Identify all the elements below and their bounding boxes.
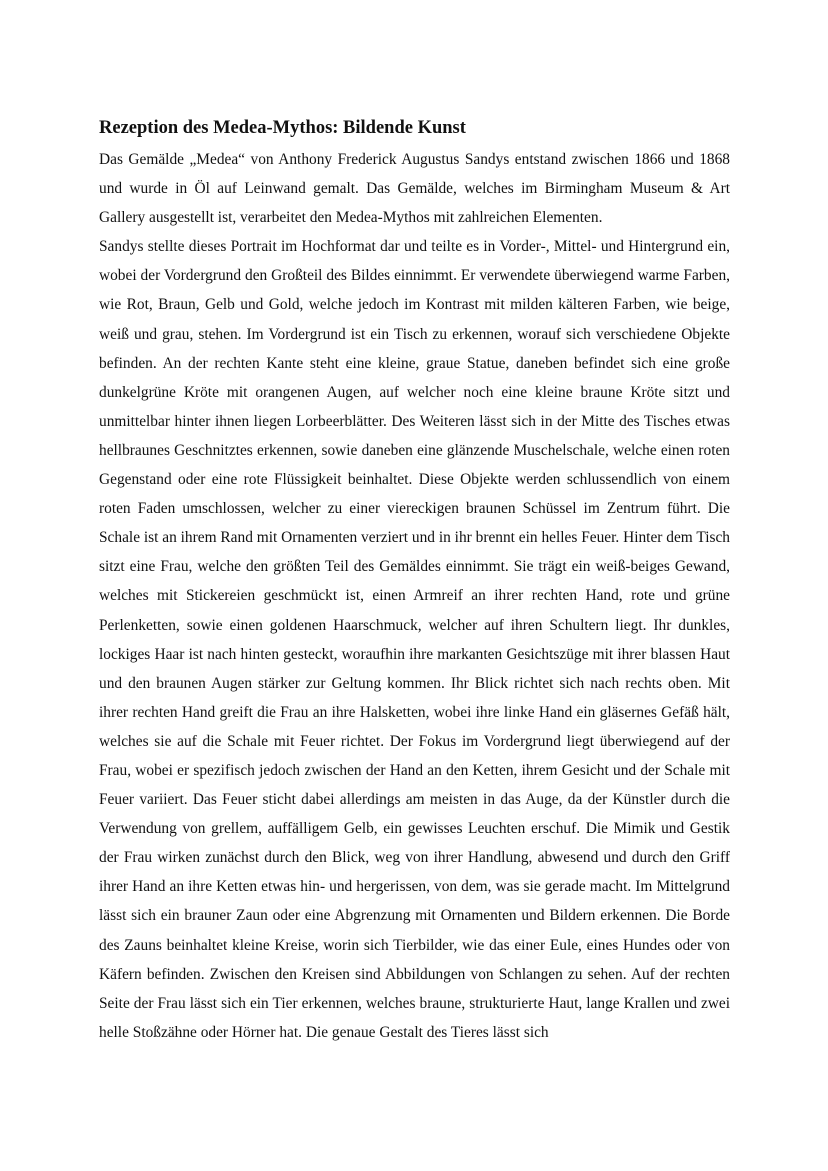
paragraph-intro: Das Gemälde „Medea“ von Anthony Frederick Augustus Sandys entstand zwischen 1866 und 1868 und wurde in Öl auf Leinwand gemalt. Das Gemälde, welches im Birmingham Museum & Art Gallery ausgestellt ist, verarbeitet den Medea-Mythos mit zahlreichen Elementen. [99,151,730,227]
document-title: Rezeption des Medea-Mythos: Bildende Kunst [99,118,466,138]
paragraph-description: Sandys stellte dieses Portrait im Hochformat dar und teilte es in Vorder-, Mittel- und Hintergrund ein, wobei der Vordergrund den Großteil des Bildes einnimmt. Er verwendete überwiegend warme Farben, wie Rot, Braun, Gelb und Gold, welche jedoch im Kontrast mit milden kälteren Farben, wie beige, weiß und grau, stehen. Im Vordergrund ist ein Tisch zu erkennen, worauf sich verschiedene Objekte befinden. An der rechten Kante steht eine kleine, graue Statue, daneben befindet sich eine große dunkelgrüne Kröte mit orangenen Augen, auf welcher noch eine kleine braune Kröte sitzt und unmittelbar hinter ihnen liegen Lorbeerblätter. Des Weiteren lässt sich in der Mitte des Tisches etwas hellbraunes Geschnitztes erkennen, sowie daneben eine glänzende Muschelschale, welche einen roten Gegenstand oder eine rote Flüssigkeit beinhaltet. Diese Objekte werden schlussendlich von einem roten Faden umschlossen, welcher zu einer viereckigen braunen Schüssel im Zentrum führt. Die Schale ist an ihrem Rand mit Ornamenten verziert und in ihr brennt ein helles Feuer. Hinter dem Tisch sitzt eine Frau, welche den größten Teil des Gemäldes einnimmt. Sie trägt ein weiß-beiges Gewand, welches mit Stickereien geschmückt ist, einen Armreif an ihrer rechten Hand, rote und grüne Perlenketten, sowie einen goldenen Haarschmuck, welcher auf ihren Schultern liegt. Ihr dunkles, lockiges Haar ist nach hinten gesteckt, woraufhin ihre markanten Gesichtszüge mit ihrer blassen Haut und den braunen Augen stärker zur Geltung kommen. Ihr Blick richtet sich nach rechts oben. Mit ihrer rechten Hand greift die Frau an ihre Halsketten, wobei ihre linke Hand ein gläsernes Gefäß hält, welches sie auf die Schale mit Feuer richtet. Der Fokus im Vordergrund liegt überwiegend auf der Frau, wobei er spezifisch jedoch zwischen der Hand an den Ketten, ihrem Gesicht und der Schale mit Feuer variiert. Das Feuer sticht dabei allerdings am meisten in das Auge, da der Künstler durch die Verwendung von grellem, auffälligem Gelb, ein gewisses Leuchten erschuf. Die Mimik und Gestik der Frau wirken zunächst durch den Blick, weg von ihrer Handlung, abwesend und durch den Griff ihrer Hand an ihre Ketten etwas hin- und hergerissen, von dem, was sie gerade macht. Im Mittelgrund lässt sich ein brauner Zaun oder eine Abgrenzung mit Ornamenten und Bildern erkennen. Die Borde des Zauns beinhaltet kleine Kreise, worin sich Tierbilder, wie das einer Eule, eines Hundes oder von Käfern befinden. Zwischen den Kreisen sind Abbildungen von Schlangen zu sehen. Auf der rechten Seite der Frau lässt sich ein Tier erkennen, welches braune, strukturierte Haut, lange Krallen und zwei helle Stoßzähne oder Hörner hat. Die genaue Gestalt des Tieres lässt sich [99,238,730,1041]
document-body [99,113,730,1047]
